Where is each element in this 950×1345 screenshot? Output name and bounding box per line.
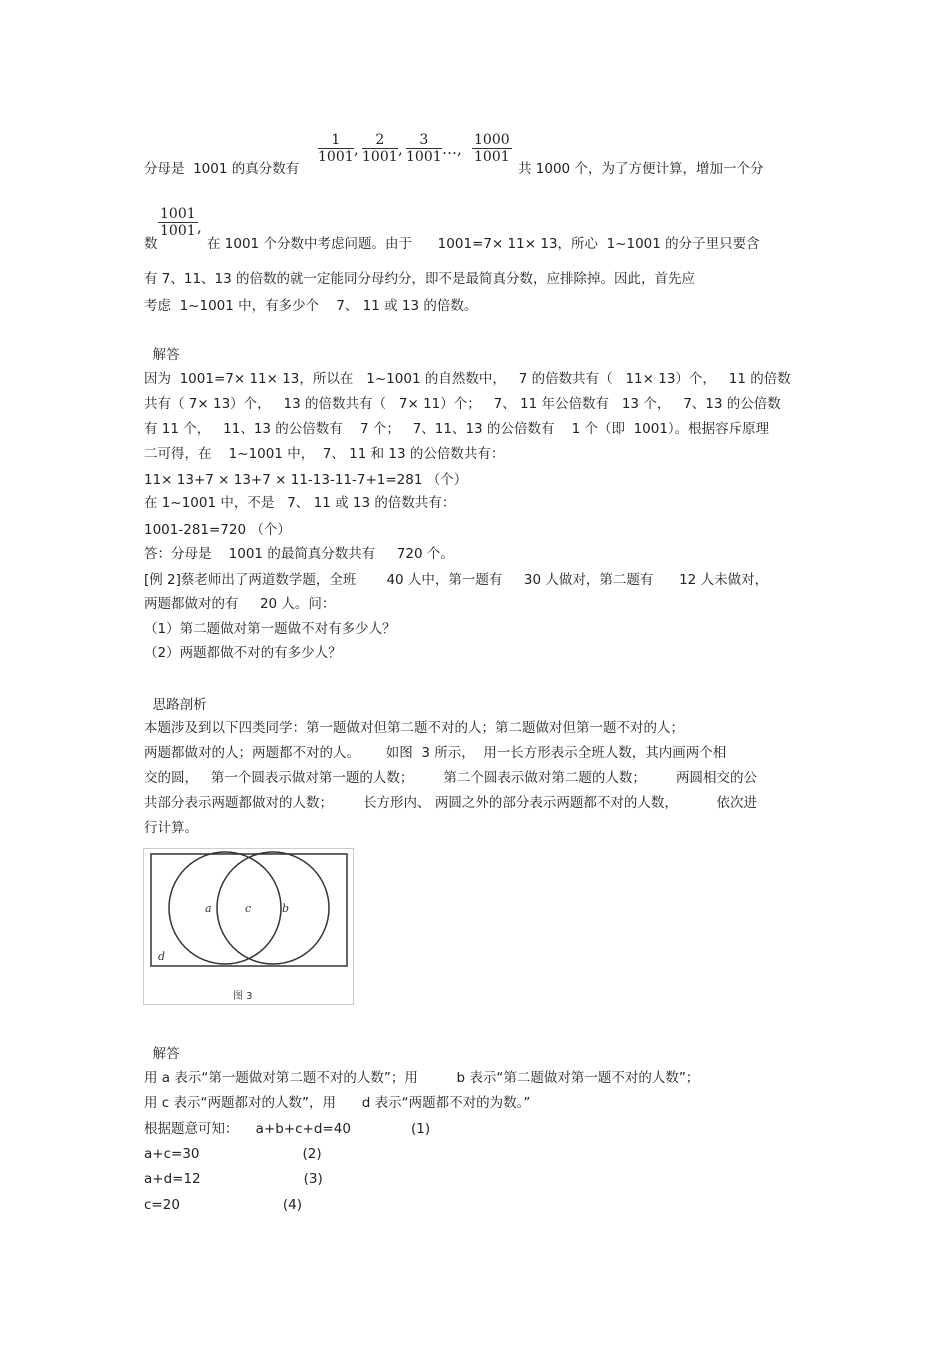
text-line: 交的圆， 第一个圆表示做对第一题的人数； 第二个圆表示做对第二题的人数； 两圆相交的公 xyxy=(144,770,757,786)
venn-diagram xyxy=(143,848,354,1005)
text-line: （2）两题都做不对的有多少人？ xyxy=(144,645,342,661)
text-line: 有 7、11、13 的倍数的就一定能同分母约分，即不是最简真分数，应排除掉。因此，首先应 xyxy=(144,271,696,287)
text-line: 两题都做对的人；两题都不对的人。 如图 3 所示， 用一长方形表示全班人数，其内画两个相 xyxy=(144,745,727,761)
comma: , xyxy=(197,218,202,236)
section-heading: 解答 xyxy=(144,1046,180,1062)
text-line: （1）第二题做对第一题做不对有多少人？ xyxy=(144,621,396,637)
denominator: 1001 xyxy=(474,149,510,165)
text-line: 在 1~1001 中，不是 7、 11 或 13 的倍数共有： xyxy=(144,495,456,511)
comma: , xyxy=(398,140,403,158)
text-line: 在 1001 个分数中考虑问题。由于 1001=7× 11× 13，所心 1~1001 的分子里只要含 xyxy=(207,236,760,252)
equation-2: a+c=30 (2) xyxy=(144,1146,322,1162)
text-line: 本题涉及到以下四类同学：第一题做对但第二题不对的人；第二题做对但第一题不对的人； xyxy=(144,720,684,736)
text-line: 共部分表示两题都做对的人数； 长方形内、 两圆之外的部分表示两题都不对的人数， 依次进 xyxy=(144,795,757,811)
text-line: 共有（ 7× 13）个， 13 的倍数共有（ 7× 11）个； 7、 11 年公倍数有 13 个， 7、13 的公倍数 xyxy=(144,396,781,412)
text-line: 共 1000 个，为了方便计算，增加一个分 xyxy=(518,161,764,177)
denominator: 1001 xyxy=(362,149,398,165)
equation-4: c=20 (4) xyxy=(144,1197,303,1213)
numerator: 2 xyxy=(362,132,398,149)
text-line: 考虑 1~1001 中，有多少个 7、 11 或 13 的倍数。 xyxy=(144,298,478,314)
numerator: 3 xyxy=(406,132,442,149)
label-c: c xyxy=(245,902,252,915)
text-line: 两题都做对的有 20 人。问： xyxy=(144,596,336,612)
text-line: 11× 13+7 × 13+7 × 11-13-11-7+1=281 （个） xyxy=(144,472,468,488)
label-d: d xyxy=(158,950,166,963)
text-line: 1001-281=720 （个） xyxy=(144,522,291,538)
denominator: 1001 xyxy=(160,223,196,239)
fraction-1-over-1001 xyxy=(318,132,354,165)
text-line: 数 xyxy=(144,236,158,252)
figure-caption: 图 3 xyxy=(233,991,253,1002)
fraction-1000-over-1001 xyxy=(472,132,512,165)
denominator: 1001 xyxy=(406,149,442,165)
fraction-1001-over-1001 xyxy=(158,206,198,239)
text-line: 二可得，在 1~1001 中， 7、 11 和 13 的公倍数共有： xyxy=(144,446,505,462)
equation-3: a+d=12 (3) xyxy=(144,1171,323,1187)
section-heading: 解答 xyxy=(144,347,180,363)
label-a: a xyxy=(205,902,212,915)
numerator: 1000 xyxy=(474,132,510,148)
label-b: b xyxy=(282,902,290,915)
ellipsis: …, xyxy=(442,140,462,158)
equation-1: 根据题意可知： a+b+c+d=40 (1) xyxy=(144,1121,431,1137)
figure-border xyxy=(144,849,354,1005)
text-line: 行计算。 xyxy=(144,820,198,836)
text-line: 分母是 1001 的真分数有 xyxy=(144,161,300,177)
fraction-2-over-1001 xyxy=(362,132,398,165)
text-line: 答：分母是 1001 的最简真分数共有 720 个。 xyxy=(144,546,454,562)
text-line: 有 11 个， 11、13 的公倍数有 7 个； 7、11、13 的公倍数有 1 个（即 1001）。根据容斥原理 xyxy=(144,421,770,437)
numerator: 1001 xyxy=(160,206,196,222)
text-line: [例 2]蔡老师出了两道数学题，全班 40 人中，第一题有 30 人做对，第二题有 12 人未做对， xyxy=(144,572,769,588)
text-line: 用 a 表示“第一题做对第二题不对的人数”；用 b 表示“第二题做对第一题不对的人数”； xyxy=(144,1070,700,1086)
text-line: 因为 1001=7× 11× 13，所以在 1~1001 的自然数中， 7 的倍数共有（ 11× 13）个， 11 的倍数 xyxy=(144,371,791,387)
denominator: 1001 xyxy=(318,149,354,165)
section-heading: 思路剖析 xyxy=(144,697,207,713)
text-line: 用 c 表示“两题都对的人数”，用 d 表示“两题都不对的为数。” xyxy=(144,1095,531,1111)
comma: , xyxy=(354,140,359,158)
venn-figure xyxy=(143,848,354,1005)
fraction-3-over-1001 xyxy=(406,132,442,165)
numerator: 1 xyxy=(318,132,354,149)
